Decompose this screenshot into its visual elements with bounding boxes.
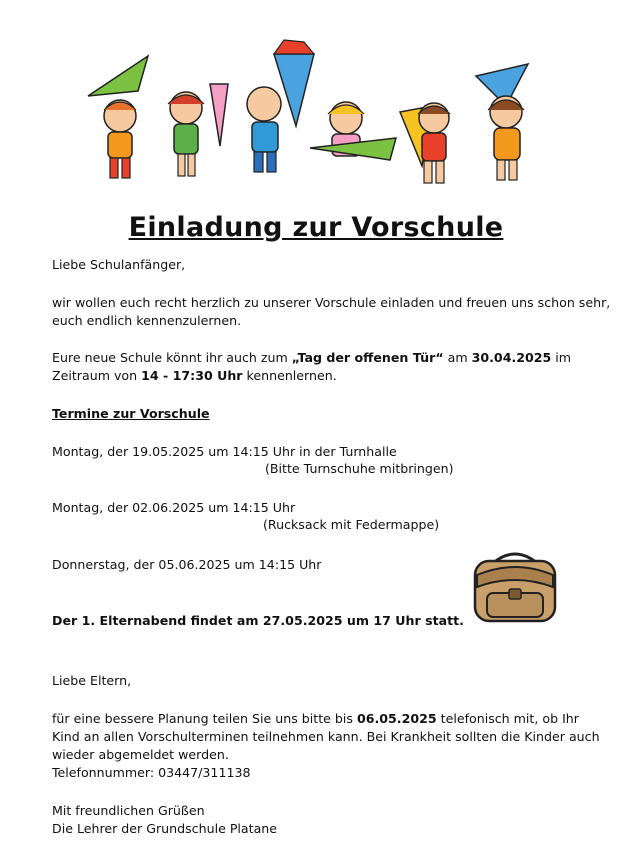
signature: Die Lehrer der Grundschule Platane <box>52 821 278 836</box>
open-day-line-2 <box>52 367 337 385</box>
intro-line-2: euch endlich kennenzulernen. <box>52 313 242 328</box>
intro-line-1: wir wollen euch recht herzlich zu unserer Vorschule einladen und freuen uns schon sehr, <box>52 295 611 310</box>
backpack-icon <box>465 545 565 625</box>
open-day-line2-post: kennenlernen. <box>242 368 337 383</box>
greeting-children: Liebe Schulanfänger, <box>52 257 186 272</box>
phone-number: Telefonnummer: 03447/311138 <box>52 765 251 780</box>
planning-date: 06.05.2025 <box>356 711 437 726</box>
child-2-figure <box>168 84 228 176</box>
appointment-2-note: (Rucksack mit Federmappe) <box>263 517 440 532</box>
child-4-figure <box>310 102 396 160</box>
appointment-1: Montag, der 19.05.2025 um 14:15 Uhr in der Turnhalle <box>52 444 397 459</box>
appointment-2: Montag, der 02.06.2025 um 14:15 Uhr <box>52 500 296 515</box>
planning-line-3: wieder abgemeldet werden. <box>52 747 229 762</box>
child-5-figure <box>400 103 450 183</box>
planning-line-1 <box>52 710 579 728</box>
open-day-date: 30.04.2025 <box>471 350 552 365</box>
open-day-line2-pre: Zeitraum von <box>52 368 142 383</box>
open-day-mid: am <box>443 350 472 365</box>
page-title: Einladung zur Vorschule <box>128 212 504 243</box>
greeting-parents: Liebe Eltern, <box>52 673 132 688</box>
planning-pre: für eine bessere Planung teilen Sie uns bitte bis <box>52 711 357 726</box>
child-3-figure <box>247 40 314 172</box>
planning-line-2: Kind an allen Vorschulterminen teilnehmen kann. Bei Krankheit sollten die Kinder auch <box>52 729 600 744</box>
appointment-1-note: (Bitte Turnschuhe mitbringen) <box>265 461 454 476</box>
parents-evening: Der 1. Elternabend findet am 27.05.2025 um 17 Uhr statt. <box>52 613 464 628</box>
open-day-event: „Tag der offenen Tür“ <box>291 350 444 365</box>
planning-post: telefonisch mit, ob Ihr <box>436 711 579 726</box>
open-day-line-1 <box>52 349 571 367</box>
open-day-pre: Eure neue Schule könnt ihr auch zum <box>52 350 292 365</box>
child-6-figure <box>476 64 528 180</box>
child-1-figure <box>88 56 148 178</box>
open-day-post: im <box>551 350 572 365</box>
closing: Mit freundlichen Grüßen <box>52 803 205 818</box>
children-with-school-cones-illustration <box>78 36 550 196</box>
appointments-heading: Termine zur Vorschule <box>52 406 210 421</box>
open-day-time: 14 - 17:30 Uhr <box>141 368 243 383</box>
appointment-3: Donnerstag, der 05.06.2025 um 14:15 Uhr <box>52 557 322 572</box>
